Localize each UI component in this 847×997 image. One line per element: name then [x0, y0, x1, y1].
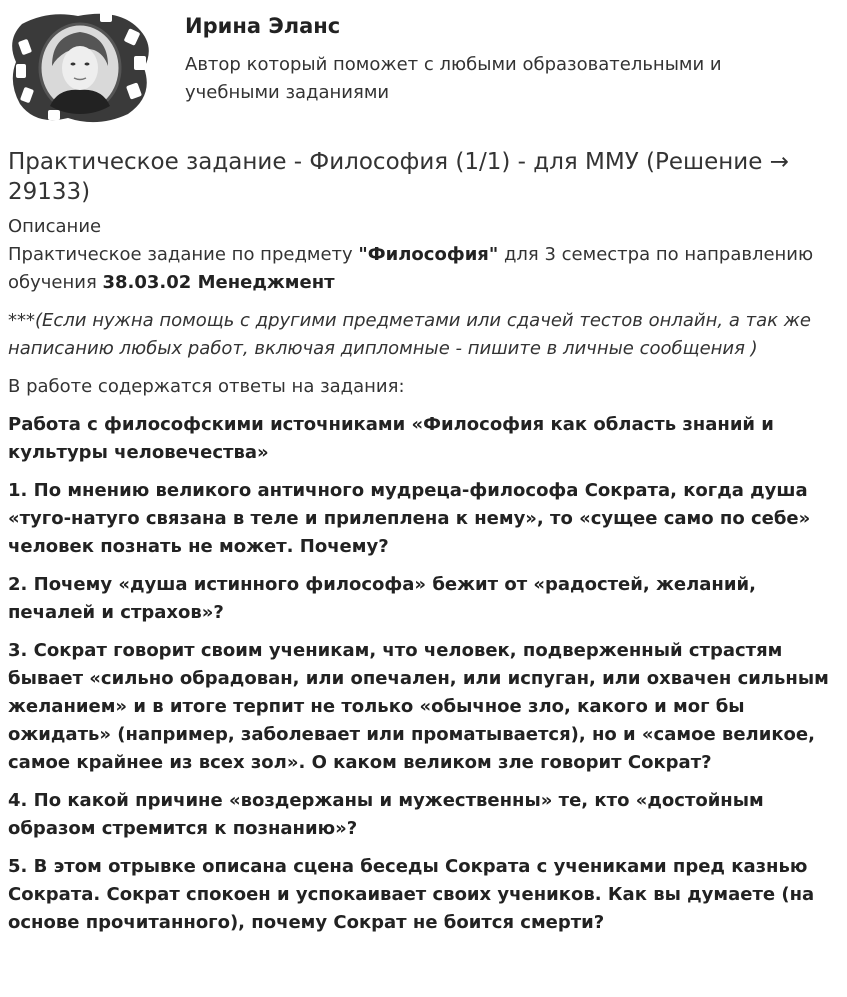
page-title: Практическое задание - Философия (1/1) - для ММУ (Решение → 29133): [8, 149, 789, 205]
task-content: [8, 147, 842, 947]
intro-paragraph: [8, 241, 842, 297]
question-2: 2. Почему «душа истинного философа» бежит от «радостей, желаний, печалей и страхов»?: [8, 574, 756, 623]
question-3: 3. Сократ говорит своим ученикам, что человек, подверженный страстям бывает «сильно обрадован, или опечален, или испуган, или охвачен сильным желанием» и в итоге терпит не только «обычное зло, какого и мог бы ожидать» (например, заболевает или проматывается), но и «самое великое, самое крайнее из всех зол». О каком великом зле говорит Сократ?: [8, 640, 829, 773]
question-5: 5. В этом отрывке описана сцена беседы Сократа с учениками пред казнью Сократа. Сократ спокоен и успокаивает своих учеников. Как вы думаете (на основе прочитанного), почему Сократ не боится смерти?: [8, 856, 815, 933]
program-name: 38.03.02 Менеджмент: [102, 272, 335, 293]
intro-prefix: Практическое задание по предмету: [8, 244, 359, 265]
contains-text: В работе содержатся ответы на задания:: [8, 376, 405, 397]
avatar[interactable]: [8, 6, 156, 126]
subject-name: "Философия": [358, 244, 499, 265]
contact-note: ***(Если нужна помощь с другими предметами или сдачей тестов онлайн, а так же написанию любых работ, включая дипломные - пишите в личные сообщения ): [8, 310, 811, 359]
avatar-film-frame-image: [8, 6, 156, 126]
author-card: [8, 6, 838, 126]
question-1: 1. По мнению великого античного мудреца-философа Сократа, когда душа «туго-натуго связана в теле и прилеплена к нему», то «сущее само по себе» человек познать не может. Почему?: [8, 480, 811, 557]
author-description: Автор который поможет с любыми образовательными и учебными заданиями: [185, 54, 722, 103]
question-4: 4. По какой причине «воздержаны и мужественны» те, кто «достойным образом стремится к познанию»?: [8, 790, 764, 839]
intro-middle: для 3 семестра по направлению обучения: [8, 244, 814, 293]
section-title: Работа с философскими источниками «Философия как область знаний и культуры человечества»: [8, 414, 774, 463]
author-name[interactable]: Ирина Эланс: [185, 14, 341, 38]
description-label: Описание: [8, 216, 102, 237]
